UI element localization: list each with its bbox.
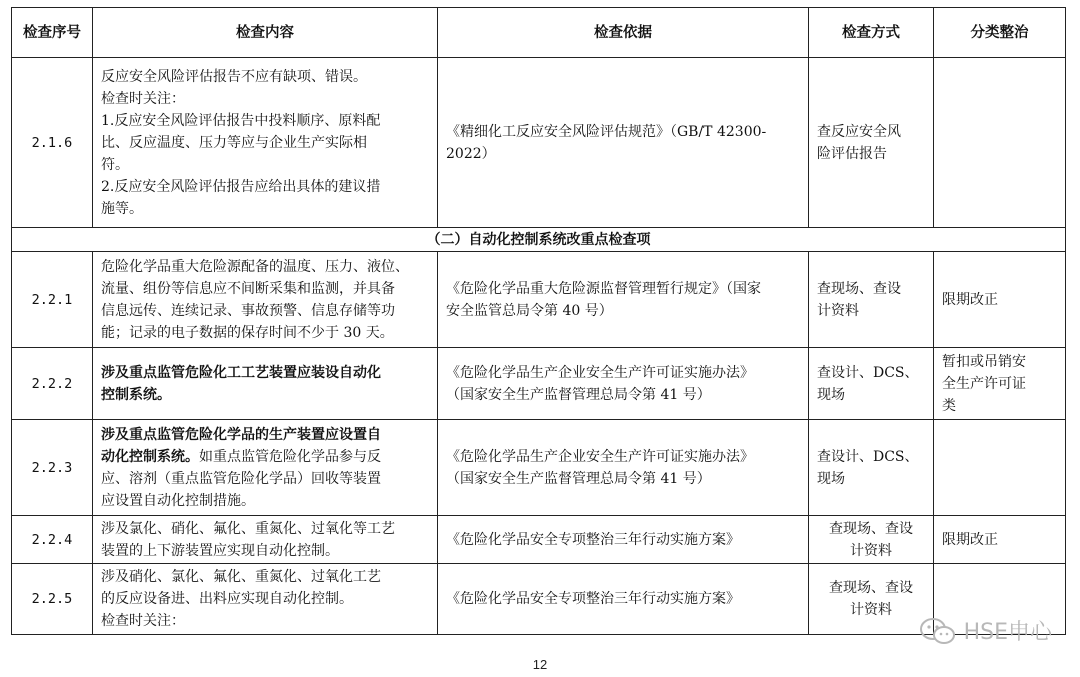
inspection-table — [11, 7, 1066, 635]
header-content: 检查内容 — [93, 8, 438, 58]
header-basis: 检查依据 — [438, 8, 809, 58]
section-title: （二）自动化控制系统改重点检查项 — [12, 228, 1066, 252]
row-method: 查反应安全风 险评估报告 — [809, 58, 934, 228]
row-category: 限期改正 — [934, 516, 1066, 564]
row-no: 2.2.5 — [12, 564, 93, 635]
header-no: 检查序号 — [12, 8, 93, 58]
row-method: 查现场、查设 计资料 — [809, 516, 934, 564]
row-content: 危险化学品重大危险源配备的温度、压力、液位、 流量、组份等信息应不间断采集和监测，并具备 信息远传、连续记录、事故预警、信息存储等功 能；记录的电子数据的保存时间不少于 30 天。 — [93, 252, 438, 348]
header-row — [12, 8, 1066, 58]
table-row — [12, 58, 1066, 228]
row-basis: 《危险化学品生产企业安全生产许可证实施办法》 （国家安全生产监督管理总局令第 41 号） — [438, 420, 809, 516]
row-no: 2.2.4 — [12, 516, 93, 564]
row-category — [934, 420, 1066, 516]
section-row — [12, 228, 1066, 252]
row-method: 查现场、查设 计资料 — [809, 564, 934, 635]
row-method: 查设计、DCS、 现场 — [809, 420, 934, 516]
row-basis: 《危险化学品安全专项整治三年行动实施方案》 — [438, 516, 809, 564]
row-no: 2.2.2 — [12, 348, 93, 420]
row-basis: 《危险化学品安全专项整治三年行动实施方案》 — [438, 564, 809, 635]
row-content: 涉及氯化、硝化、氟化、重氮化、过氧化等工艺 装置的上下游装置应实现自动化控制。 — [93, 516, 438, 564]
row-method: 查现场、查设 计资料 — [809, 252, 934, 348]
row-content: 涉及重点监管危险化工工艺装置应装设自动化 控制系统。 — [93, 348, 438, 420]
row-content: 涉及硝化、氯化、氟化、重氮化、过氧化工艺 的反应设备进、出料应实现自动化控制。 检查时关注： — [93, 564, 438, 635]
row-no: 2.2.1 — [12, 252, 93, 348]
header-method: 检查方式 — [809, 8, 934, 58]
wechat-logo-icon — [918, 616, 958, 646]
row-method: 查设计、DCS、 现场 — [809, 348, 934, 420]
row-no: 2.2.3 — [12, 420, 93, 516]
table-row — [12, 564, 1066, 635]
table-row — [12, 420, 1066, 516]
table-row — [12, 516, 1066, 564]
row-basis: 《危险化学品重大危险源监督管理暂行规定》（国家 安全监管总局令第 40 号） — [438, 252, 809, 348]
row-category: 暂扣或吊销安 全生产许可证 类 — [934, 348, 1066, 420]
page-number: 12 — [532, 657, 548, 672]
header-category: 分类整治 — [934, 8, 1066, 58]
row-basis: 《精细化工反应安全风险评估规范》（GB/T 42300- 2022） — [438, 58, 809, 228]
row-basis: 《危险化学品生产企业安全生产许可证实施办法》 （国家安全生产监督管理总局令第 41 号） — [438, 348, 809, 420]
row-category — [934, 58, 1066, 228]
row-content: 涉及重点监管危险化学品的生产装置应设置自 动化控制系统。如重点监管危险化学品参与反 应、溶剂（重点监管危险化学品）回收等装置 应设置自动化控制措施。 — [93, 420, 438, 516]
row-content: 反应安全风险评估报告不应有缺项、错误。 检查时关注： 1.反应安全风险评估报告中投料顺序、原料配 比、反应温度、压力等应与企业生产实际相 符。 2.反应安全风险评估报告应给出具体的建议措 施等。 — [93, 58, 438, 228]
watermark-text: HSE申心 — [963, 620, 1052, 645]
table-row — [12, 348, 1066, 420]
row-category: 限期改正 — [934, 252, 1066, 348]
watermark — [918, 615, 1052, 646]
row-no: 2.1.6 — [12, 58, 93, 228]
table-row — [12, 252, 1066, 348]
